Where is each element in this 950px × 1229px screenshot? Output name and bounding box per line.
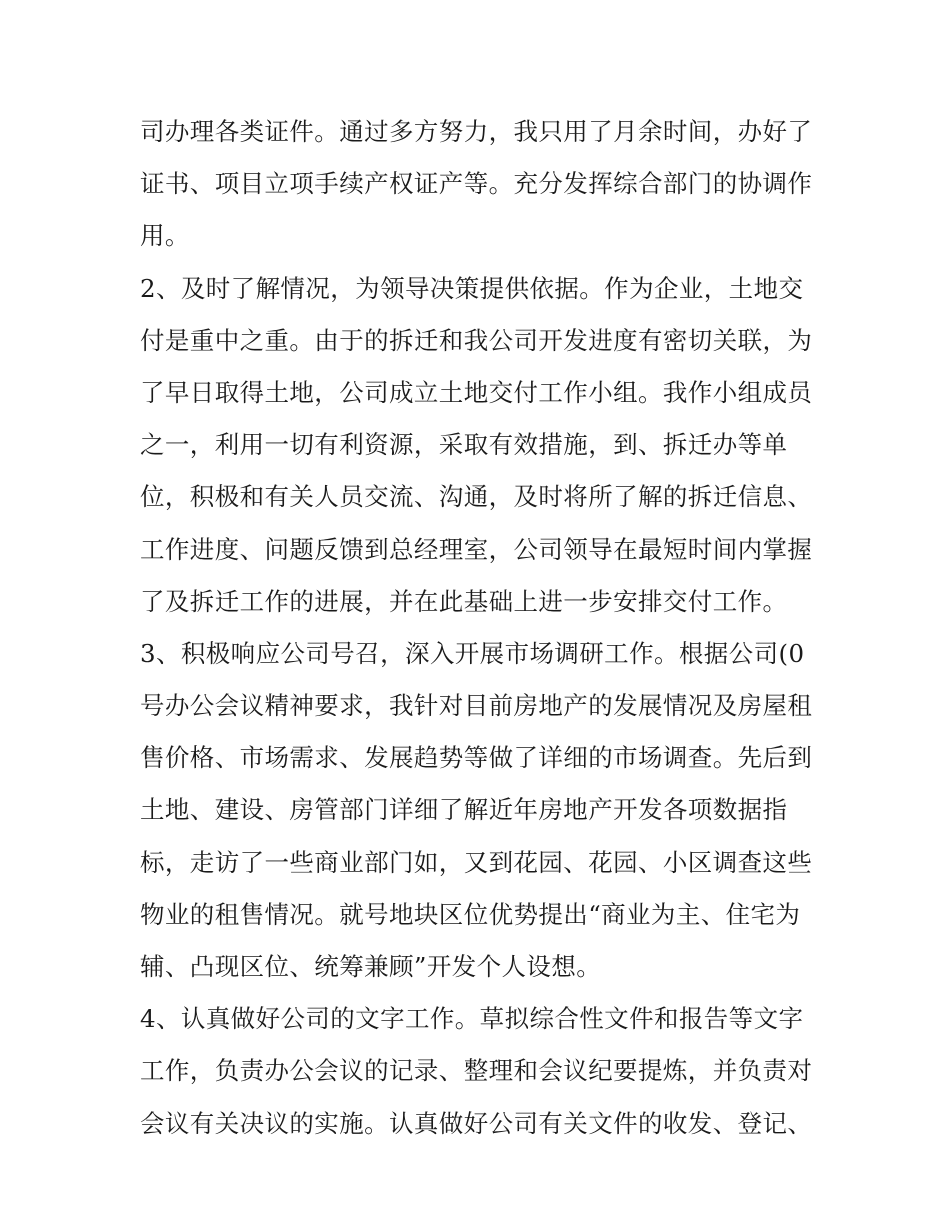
text-line-15: 标，走访了一些商业部门如，又到花园、花园、小区调查这些: [140, 847, 813, 877]
text-line-5: 付是重中之重。由于的拆迁和我公司开发进度有密切关联，为: [140, 325, 813, 355]
text-line-13: 售价格、市场需求、发展趋势等做了详细的市场调查。先后到: [140, 743, 813, 773]
text-line-4: 2、及时了解情况，为领导决策提供依据。作为企业，土地交: [140, 273, 804, 303]
text-line-20: 会议有关决议的实施。认真做好公司有关文件的收发、登记、: [140, 1108, 813, 1138]
text-line-6: 了早日取得土地，公司成立土地交付工作小组。我作小组成员: [140, 377, 813, 407]
text-line-3: 用。: [140, 221, 190, 251]
text-line-16: 物业的租售情况。就号地块区位优势提出“商业为主、住宅为: [140, 899, 801, 929]
text-line-10: 了及拆迁工作的进展，并在此基础上进一步安排交付工作。: [140, 586, 788, 616]
text-line-17: 辅、凸现区位、统筹兼顾”开发个人设想。: [140, 952, 602, 981]
text-line-11: 3、积极响应公司号召，深入开展市场调研工作。根据公司(0: [140, 638, 805, 668]
body-text: [140, 106, 820, 1150]
text-line-8: 位，积极和有关人员交流、沟通，及时将所了解的拆迁信息、: [140, 482, 813, 512]
text-line-2: 证书、项目立项手续产权证产等。充分发挥综合部门的协调作: [140, 169, 813, 199]
text-line-12: 号办公会议精神要求，我针对目前房地产的发展情况及房屋租: [140, 691, 813, 721]
text-line-14: 土地、建设、房管部门详细了解近年房地产开发各项数据指: [140, 795, 788, 825]
text-line-1: 司办理各类证件。通过多方努力，我只用了月余时间，办好了: [140, 117, 813, 146]
text-line-19: 工作，负责办公会议的记录、整理和会议纪要提炼，并负责对: [140, 1056, 813, 1086]
text-line-18: 4、认真做好公司的文字工作。草拟综合性文件和报告等文字: [140, 1004, 804, 1034]
text-line-9: 工作进度、问题反馈到总经理室，公司领导在最短时间内掌握: [140, 534, 813, 564]
text-line-7: 之一，利用一切有利资源，采取有效措施，到、拆迁办等单: [140, 430, 788, 460]
